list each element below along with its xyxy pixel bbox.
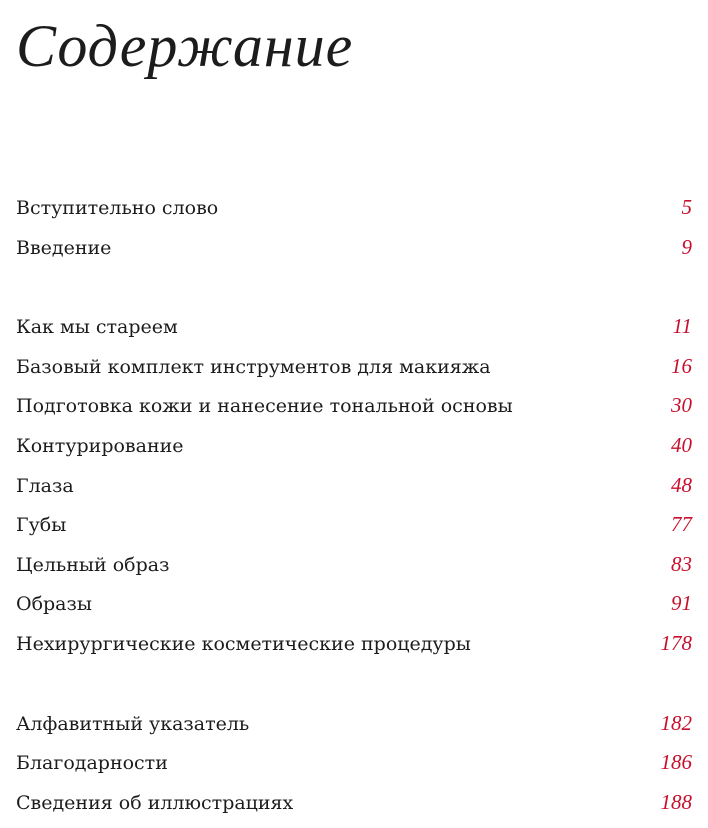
- toc-entry-page-number: 186: [660, 750, 692, 775]
- toc-entry[interactable]: [16, 743, 692, 783]
- toc-entry[interactable]: [16, 545, 692, 585]
- toc-entry-title: Глаза: [16, 474, 74, 497]
- toc-entry-page-number: 11: [672, 314, 692, 339]
- toc-group-chapters: [16, 307, 692, 663]
- toc-entry-title: Сведения об иллюстрациях: [16, 791, 294, 814]
- toc-entry[interactable]: [16, 466, 692, 506]
- toc-entry[interactable]: [16, 624, 692, 664]
- toc-entry-title: Подготовка кожи и нанесение тональной основы: [16, 395, 513, 418]
- toc-entry[interactable]: [16, 228, 692, 268]
- toc-entry-page-number: 188: [660, 789, 692, 814]
- toc-entry-page-number: 182: [660, 710, 692, 735]
- toc-entry-title: Введение: [16, 236, 112, 259]
- toc-entry-title: Контурирование: [16, 434, 184, 457]
- toc-entry[interactable]: [16, 347, 692, 387]
- toc-group-back-matter: [16, 704, 692, 823]
- page-title: Содержание: [16, 13, 354, 79]
- toc-entry[interactable]: [16, 386, 692, 426]
- toc-entry-page-number: 91: [671, 591, 692, 616]
- toc-entry-page-number: 178: [660, 630, 692, 655]
- toc-entry[interactable]: [16, 505, 692, 545]
- toc-entry-title: Образы: [16, 593, 92, 616]
- toc-entry-title: Алфавитный указатель: [16, 712, 250, 735]
- toc-entry-page-number: 5: [681, 195, 692, 219]
- toc-entry-title: Базовый комплект инструментов для макияжа: [16, 355, 491, 378]
- toc-entry-page-number: 48: [671, 472, 692, 497]
- toc-entry-page-number: 77: [671, 512, 692, 537]
- toc-entry-title: Нехирургические косметические процедуры: [16, 632, 471, 655]
- toc-group-front-matter: [16, 188, 692, 267]
- toc-entry[interactable]: [16, 307, 692, 347]
- toc-entry[interactable]: [16, 783, 692, 823]
- toc-entry-page-number: 16: [671, 353, 692, 378]
- toc-entry-page-number: 40: [671, 432, 692, 457]
- toc-entry-page-number: 9: [681, 234, 692, 259]
- toc-entry[interactable]: [16, 188, 692, 228]
- toc-entry-page-number: 30: [671, 393, 692, 418]
- toc-entry-page-number: 83: [671, 551, 692, 576]
- toc-entry-title: Вступительно слово: [16, 197, 219, 219]
- toc-entry-title: Как мы стареем: [16, 316, 178, 339]
- toc-entry[interactable]: [16, 704, 692, 744]
- toc-entry-title: Благодарности: [16, 752, 168, 775]
- toc-entry-title: Губы: [16, 514, 67, 537]
- toc-entry[interactable]: [16, 584, 692, 624]
- toc-entry[interactable]: [16, 426, 692, 466]
- toc-entry-title: Цельный образ: [16, 553, 170, 576]
- table-of-contents: [16, 188, 692, 822]
